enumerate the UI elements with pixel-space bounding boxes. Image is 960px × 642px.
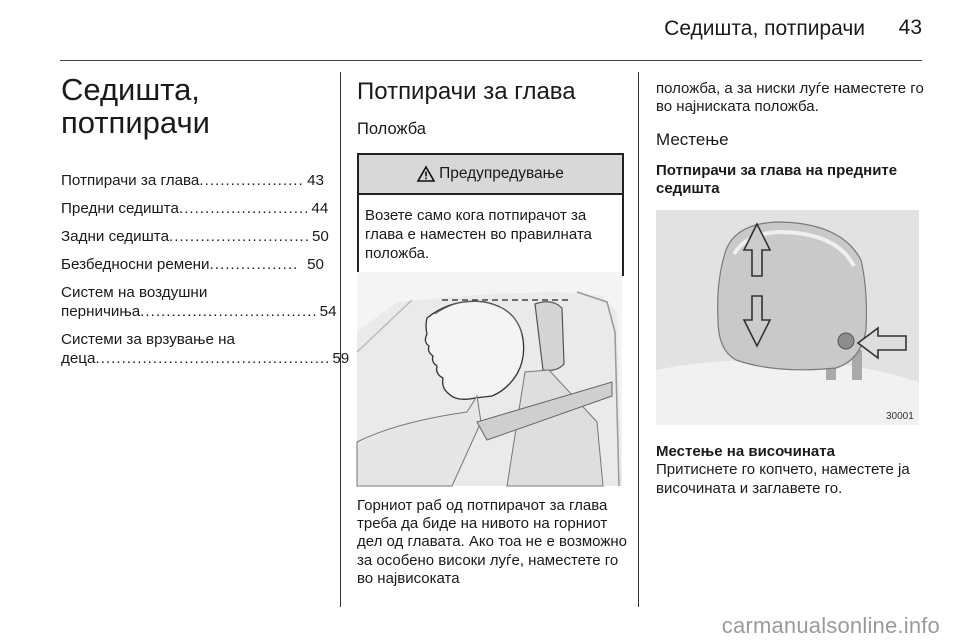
toc-page: 43 <box>307 172 324 189</box>
toc-label: Потпирачи за глава <box>61 172 200 189</box>
toc-item-front-seats[interactable] <box>61 199 329 218</box>
toc-page: 59 <box>332 350 350 367</box>
headrest-adjustment-photo <box>656 210 919 425</box>
warning-triangle-icon <box>417 166 435 182</box>
toc-label-line2: деца <box>61 350 96 367</box>
toc-leader: ......................... <box>178 200 310 217</box>
toc-item-child-restraints[interactable] <box>61 330 350 368</box>
continued-paragraph: положба, а за ниски луѓе наместете го во најниската положба. <box>656 80 924 116</box>
position-paragraph: Горниот раб од потпирачот за глава треба да биде на нивото на горниот дел од главата. Ако тоа не е возможно за особено високи луѓе, наместете го во највисоката <box>357 497 627 587</box>
toc-item-airbag-system[interactable] <box>61 283 337 321</box>
toc-leader: ............................................. <box>95 350 331 367</box>
toc-page: 44 <box>311 200 329 217</box>
toc-leader: ........................... <box>169 228 310 245</box>
toc-item-rear-seats[interactable] <box>61 227 329 246</box>
toc-label-line2: перничиња <box>61 303 141 320</box>
toc-label-line1: Систем на воздушни <box>61 284 208 301</box>
toc-leader: .................................. <box>140 303 318 320</box>
column-divider-2 <box>638 72 639 607</box>
middle-column <box>357 78 622 276</box>
page-number: 43 <box>898 16 922 39</box>
toc-label-line1: Системи за врзување на <box>61 331 235 348</box>
header-title: Седишта, потпирачи <box>664 17 865 40</box>
toc-leader: .................... <box>199 172 304 189</box>
head-position-illustration <box>357 272 622 486</box>
toc-leader: ................. <box>209 256 299 273</box>
toc-page: 54 <box>319 303 337 320</box>
right-column <box>656 80 928 498</box>
toc-label: Задни седишта <box>61 228 170 245</box>
toc-label: Безбедносни ремени <box>61 256 210 273</box>
front-headrests-heading: Потпирачи за глава на предните седишта <box>656 162 898 198</box>
header-divider <box>60 60 922 61</box>
height-adjust-paragraph: Притиснете го копчето, наместете ја височината и заглавете го. <box>656 461 910 497</box>
height-adjust-heading: Местење на височината <box>656 443 835 461</box>
warning-text: Возете само кога потпирачот за глава е наместен во правилната положба. <box>365 207 592 262</box>
toc-page: 50 <box>307 256 324 273</box>
column-divider-1 <box>340 72 341 607</box>
toc-item-head-restraints[interactable] <box>61 171 324 190</box>
subheading-position: Положба <box>357 120 426 138</box>
photo-number: 30001 <box>886 411 914 423</box>
warning-title: Предупредување <box>439 165 564 182</box>
warning-box <box>357 153 624 276</box>
left-column <box>61 72 350 377</box>
warning-header <box>359 155 622 195</box>
chapter-title: Седишта, потпирачи <box>61 72 210 140</box>
toc-page: 50 <box>311 228 329 245</box>
table-of-contents <box>61 171 350 368</box>
toc-label: Предни седишта <box>61 200 179 217</box>
watermark: carmanualsonline.info <box>721 613 940 638</box>
section-title: Потпирачи за глава <box>357 78 576 105</box>
toc-item-seat-belts[interactable] <box>61 255 324 274</box>
subsection-title: Местење <box>656 130 729 150</box>
